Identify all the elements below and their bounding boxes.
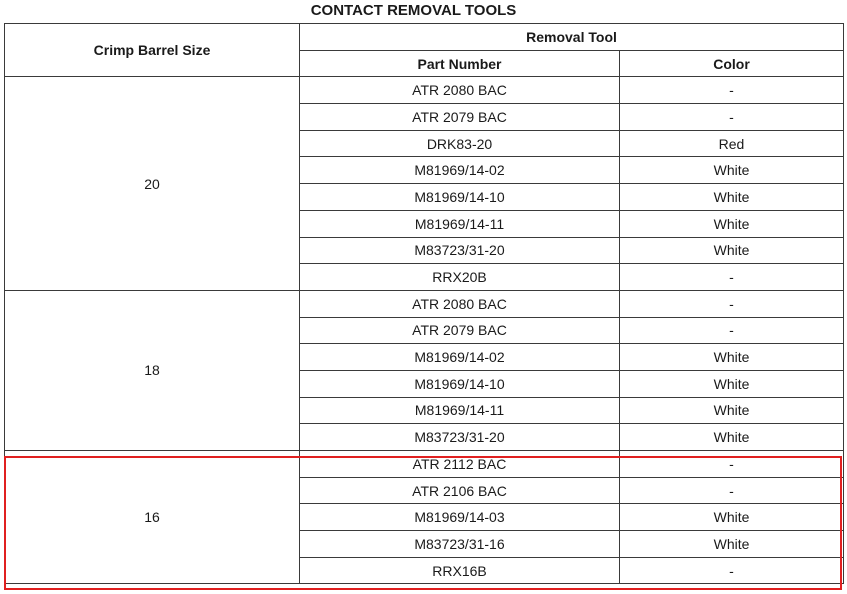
- part-number-cell: DRK83-20: [300, 130, 620, 157]
- color-cell: White: [620, 424, 844, 451]
- part-number-cell: RRX20B: [300, 264, 620, 291]
- part-number-cell: ATR 2079 BAC: [300, 104, 620, 131]
- color-cell: White: [620, 184, 844, 211]
- color-cell: -: [620, 290, 844, 317]
- color-cell: White: [620, 157, 844, 184]
- part-number-cell: M81969/14-10: [300, 184, 620, 211]
- color-cell: White: [620, 531, 844, 558]
- part-number-cell: M81969/14-10: [300, 370, 620, 397]
- color-cell: White: [620, 210, 844, 237]
- color-cell: White: [620, 344, 844, 371]
- part-number-cell: M81969/14-02: [300, 344, 620, 371]
- color-cell: -: [620, 77, 844, 104]
- part-number-cell: M81969/14-11: [300, 397, 620, 424]
- color-cell: -: [620, 477, 844, 504]
- part-number-cell: ATR 2106 BAC: [300, 477, 620, 504]
- header-crimp-barrel-size: Crimp Barrel Size: [5, 24, 300, 77]
- color-cell: -: [620, 317, 844, 344]
- color-cell: White: [620, 237, 844, 264]
- table-body: [5, 77, 844, 584]
- header-color: Color: [620, 50, 844, 77]
- part-number-cell: M83723/31-20: [300, 237, 620, 264]
- color-cell: -: [620, 104, 844, 131]
- table-row: [5, 451, 844, 478]
- part-number-cell: M81969/14-03: [300, 504, 620, 531]
- header-part-number: Part Number: [300, 50, 620, 77]
- crimp-barrel-size-cell: 18: [5, 290, 300, 450]
- part-number-cell: RRX16B: [300, 557, 620, 584]
- part-number-cell: M81969/14-11: [300, 210, 620, 237]
- part-number-cell: ATR 2112 BAC: [300, 451, 620, 478]
- color-cell: -: [620, 451, 844, 478]
- color-cell: -: [620, 264, 844, 291]
- part-number-cell: ATR 2079 BAC: [300, 317, 620, 344]
- crimp-barrel-size-cell: 16: [5, 451, 300, 584]
- color-cell: -: [620, 557, 844, 584]
- table-row: [5, 77, 844, 104]
- header-removal-tool: Removal Tool: [300, 24, 844, 51]
- part-number-cell: M83723/31-20: [300, 424, 620, 451]
- color-cell: White: [620, 397, 844, 424]
- part-number-cell: M83723/31-16: [300, 531, 620, 558]
- table-row: [5, 290, 844, 317]
- color-cell: White: [620, 370, 844, 397]
- table-title: CONTACT REMOVAL TOOLS: [310, 2, 517, 19]
- color-cell: White: [620, 504, 844, 531]
- crimp-barrel-size-cell: 20: [5, 77, 300, 291]
- contact-removal-tools-table: [4, 23, 844, 584]
- color-cell: Red: [620, 130, 844, 157]
- part-number-cell: M81969/14-02: [300, 157, 620, 184]
- part-number-cell: ATR 2080 BAC: [300, 77, 620, 104]
- part-number-cell: ATR 2080 BAC: [300, 290, 620, 317]
